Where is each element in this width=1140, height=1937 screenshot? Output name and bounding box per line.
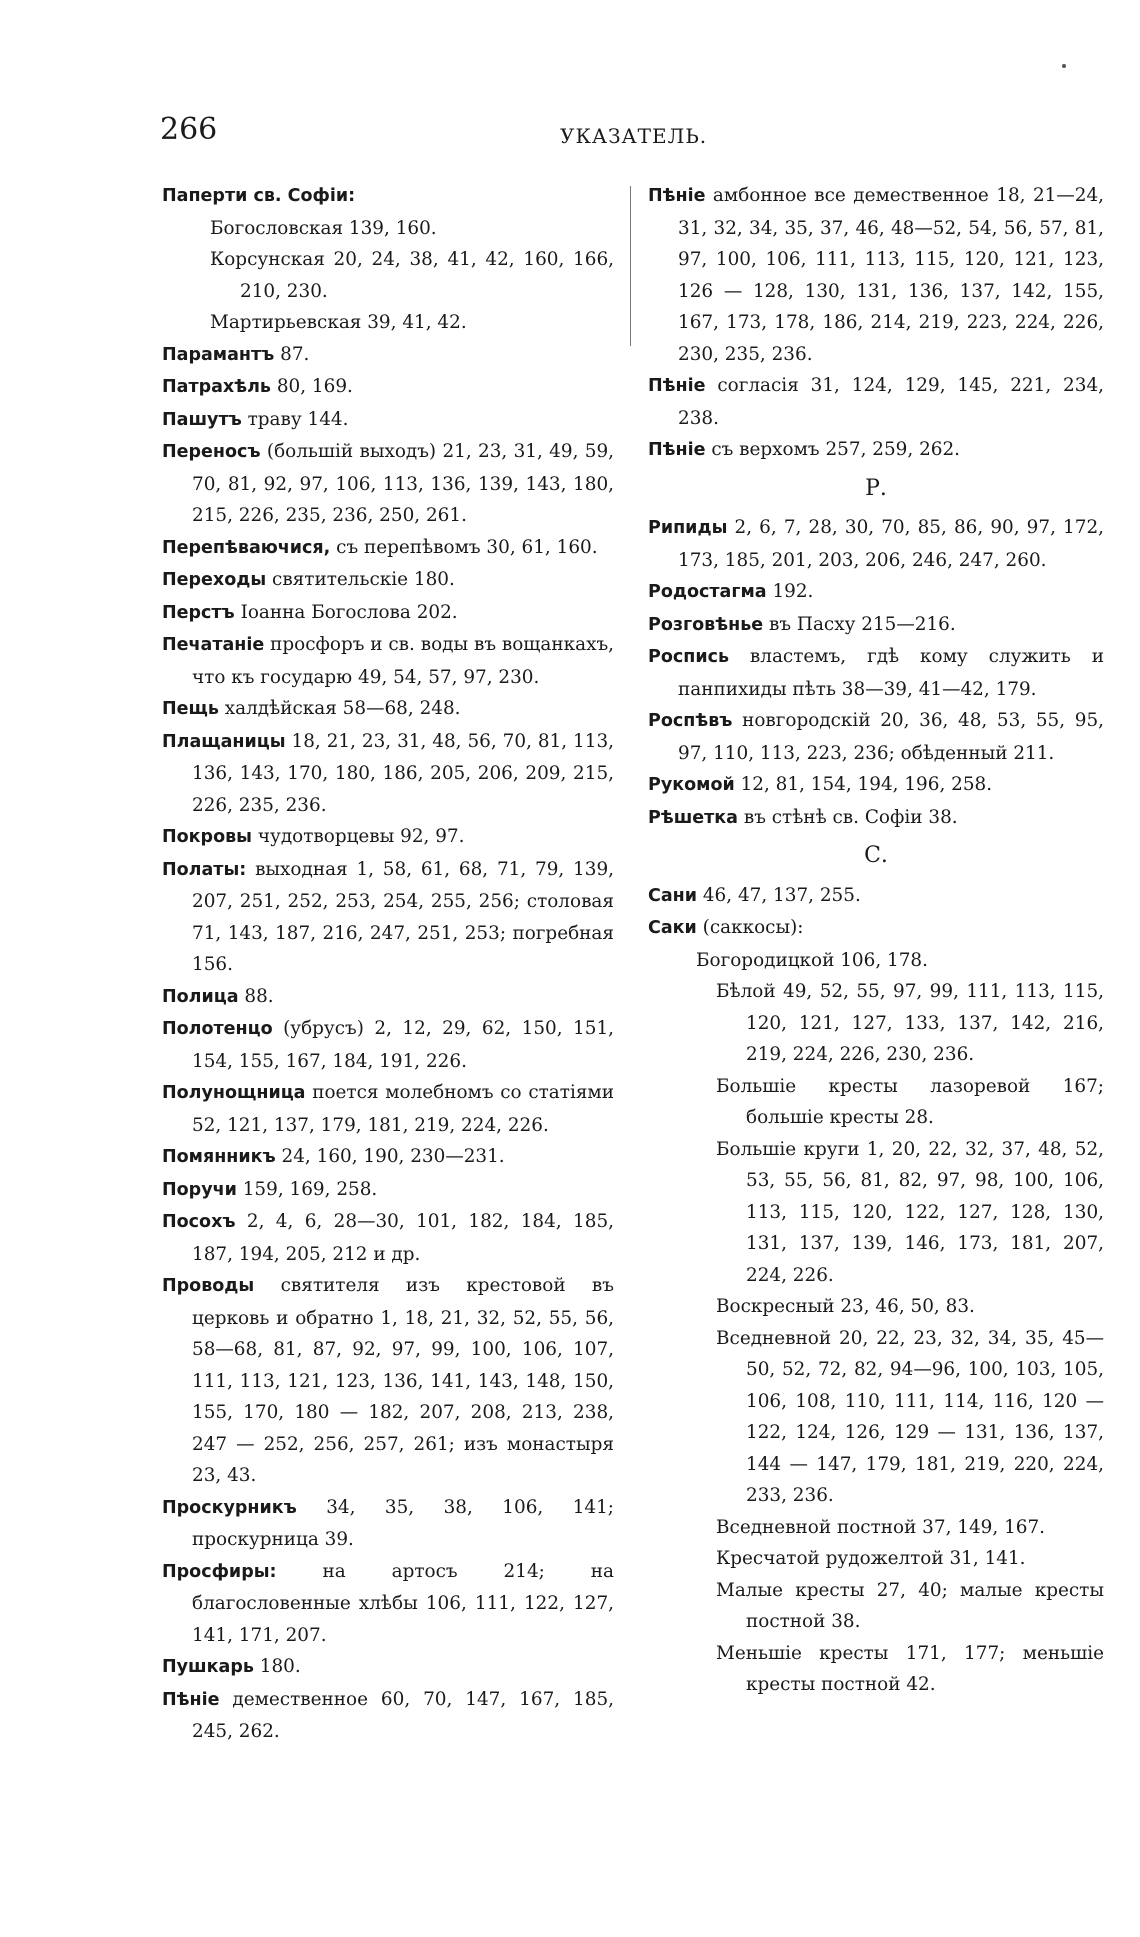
index-entry	[162, 404, 614, 437]
entry-headword: Пѣніе	[162, 1689, 220, 1710]
entry-headword: Переходы	[162, 570, 267, 590]
entry-references: (саккосы):	[696, 917, 804, 938]
entry-references: халдѣйская 58—68, 248.	[218, 698, 461, 719]
index-entry	[162, 981, 614, 1014]
entry-references: выходная 1, 58, 61, 68, 71, 79, 139, 207, 251, 252, 253, 254, 255, 256; столовая 71, 143, 187, 216, 247, 251, 253; погребная 156.	[192, 858, 614, 975]
page-number: 266	[160, 112, 218, 147]
entry-references: съ перепѣвомъ 30, 61, 160.	[330, 536, 598, 558]
index-entry	[162, 1270, 614, 1492]
entry-references: Меньшіе кресты 171, 177; меньшіе кресты постной 42.	[716, 1642, 1104, 1695]
index-entry	[648, 512, 1104, 576]
index-entry	[162, 1013, 614, 1077]
entry-references: Кресчатой рудожелтой 31, 141.	[716, 1548, 1026, 1569]
index-subentry	[648, 1134, 1104, 1292]
right-column	[648, 180, 1104, 1701]
entry-headword: Просфиры:	[162, 1561, 277, 1582]
index-entry	[648, 434, 1104, 467]
entry-headword: Поручи	[162, 1179, 237, 1200]
index-entry	[648, 912, 1104, 945]
index-entry	[162, 532, 614, 565]
entry-headword: Розговѣнье	[648, 614, 764, 635]
entry-references: чудотворцевы 92, 97.	[252, 826, 465, 847]
index-entry	[648, 641, 1104, 705]
entry-references: 192.	[766, 581, 814, 602]
entry-references: на артосъ 214; на благословенные хлѣбы 106, 111, 122, 127, 141, 171, 207.	[192, 1560, 614, 1646]
entry-references: 180.	[253, 1656, 301, 1677]
entry-headword: Пѣніе	[648, 440, 706, 460]
entry-headword: Посохъ	[162, 1212, 236, 1232]
print-speck	[1062, 64, 1066, 68]
running-head: УКАЗАТЕЛЬ.	[560, 124, 708, 148]
entry-headword: Паперти св. Софіи:	[162, 186, 356, 206]
entry-references: (большій выходъ) 21, 23, 31, 49, 59, 70, 81, 92, 97, 106, 113, 136, 139, 143, 180, 215, 226, 235, 236, 250, 261.	[192, 441, 614, 526]
index-entry	[162, 1141, 614, 1174]
entry-references: 18, 21, 23, 31, 48, 56, 70, 81, 113, 136, 143, 170, 180, 186, 205, 206, 209, 215, 226, 235, 236.	[192, 730, 614, 816]
entry-headword: Помянникъ	[162, 1147, 276, 1167]
column-divider	[630, 186, 631, 346]
index-entry	[162, 693, 614, 726]
index-entry	[648, 769, 1104, 802]
entry-references: Богородицкой 106, 178.	[696, 949, 928, 971]
entry-references: 87.	[274, 343, 310, 365]
entry-references: траву 144.	[241, 408, 349, 430]
entry-headword: Парамантъ	[162, 344, 275, 365]
section-letter: С.	[864, 843, 888, 868]
entry-references: святителя изъ крестовой въ церковь и обратно 1, 18, 21, 32, 52, 55, 56, 58—68, 81, 87, 92, 97, 99, 100, 106, 107, 111, 113, 121, 123, 136, 141, 143, 148, 150, 155, 170, 180 — 182, 207, 208, 213, 238, 247 — 252, 256, 257, 261; изъ монастыря 23, 43.	[192, 1275, 614, 1486]
entry-headword: Сани	[648, 885, 698, 906]
entry-headword: Роспѣвъ	[648, 711, 733, 731]
index-entry	[648, 802, 1104, 835]
section-letter: Р.	[865, 475, 887, 501]
entry-references: въ стѣнѣ св. Софіи 38.	[738, 806, 958, 828]
index-entry	[648, 705, 1104, 769]
entry-references: поется молебномъ со статіями 52, 121, 137, 179, 181, 219, 224, 226.	[192, 1082, 614, 1136]
index-subentry	[648, 976, 1104, 1071]
entry-references: властемъ, гдѣ кому служить и панпихиды пѣть 38—39, 41—42, 179.	[678, 646, 1104, 700]
entry-references: Малые кресты 27, 40; малые кресты постной 38.	[716, 1579, 1104, 1632]
index-entry	[162, 597, 614, 630]
entry-references: святительскіе 180.	[266, 569, 455, 590]
entry-headword: Пушкарь	[162, 1657, 254, 1677]
entry-references: Вседневной 20, 22, 23, 32, 34, 35, 45—50, 52, 72, 82, 94—96, 100, 103, 105, 106, 108, 110, 111, 114, 116, 120 — 122, 124, 126, 129 — 131, 136, 137, 144 — 147, 179, 181, 219, 220, 224, 233, 236.	[716, 1327, 1104, 1506]
entry-headword: Саки	[648, 918, 697, 938]
entry-headword: Переносъ	[162, 442, 261, 462]
entry-headword: Полунощница	[162, 1083, 306, 1103]
entry-headword: Пещь	[162, 699, 219, 719]
left-column	[162, 180, 614, 1748]
entry-headword: Роспись	[648, 647, 730, 667]
entry-references: Большіе кресты лазоревой 167; большіе кресты 28.	[716, 1075, 1104, 1128]
entry-references: 2, 4, 6, 28—30, 101, 182, 184, 185, 187, 194, 205, 212 и др.	[192, 1211, 614, 1265]
entry-headword: Полотенцо	[162, 1019, 273, 1039]
index-entry	[162, 1077, 614, 1141]
entry-references: Іоанна Богослова 202.	[234, 601, 458, 623]
index-entry	[648, 180, 1104, 370]
entry-references: въ Пасху 215—216.	[763, 613, 956, 635]
index-entry	[162, 339, 614, 372]
index-entry	[162, 629, 614, 693]
entry-headword: Рѣшетка	[648, 807, 738, 828]
entry-references: 12, 81, 154, 194, 196, 258.	[734, 774, 993, 795]
entry-headword: Пашутъ	[162, 409, 242, 430]
entry-references: (убрусъ) 2, 12, 29, 62, 150, 151, 154, 155, 167, 184, 191, 226.	[192, 1018, 614, 1072]
index-subentry	[648, 1543, 1104, 1575]
entry-references: съ верхомъ 257, 259, 262.	[705, 439, 961, 460]
entry-references: амбонное все демественное 18, 21—24, 31, 32, 34, 35, 37, 46, 48—52, 54, 56, 57, 81, 97, 100, 106, 111, 113, 115, 120, 121, 123, 126 — 128, 130, 131, 136, 137, 142, 155, 167, 173, 178, 186, 214, 219, 223, 224, 226, 230, 235, 236.	[678, 185, 1104, 365]
entry-references: Богословская 139, 160.	[210, 217, 437, 239]
entry-headword: Пѣніе	[648, 376, 706, 396]
index-subentry	[162, 244, 614, 307]
index-subentry	[648, 1575, 1104, 1638]
entry-headword: Патрахѣль	[162, 377, 271, 397]
index-entry	[648, 370, 1104, 434]
index-subentry	[162, 213, 614, 245]
index-entry	[162, 1651, 614, 1684]
entry-headword: Рипиды	[648, 518, 728, 538]
entry-headword: Перепѣваючися,	[162, 537, 331, 558]
entry-headword: Рукомой	[648, 775, 735, 795]
entry-headword: Полаты:	[162, 859, 247, 880]
entry-headword: Проводы	[162, 1276, 255, 1296]
index-entry	[162, 436, 614, 532]
entry-references: Корсунская 20, 24, 38, 41, 42, 160, 166, 210, 230.	[210, 249, 614, 302]
entry-references: согласія 31, 124, 129, 145, 221, 234, 238.	[678, 375, 1104, 429]
index-subentry	[648, 1512, 1104, 1544]
index-entry	[162, 1174, 614, 1207]
entry-references: Мартирьевская 39, 41, 42.	[210, 312, 467, 333]
entry-references: 34, 35, 38, 106, 141; проскурница 39.	[192, 1496, 614, 1550]
entry-headword: Полица	[162, 986, 239, 1007]
index-entry	[162, 180, 614, 213]
entry-references: 2, 6, 7, 28, 30, 70, 85, 86, 90, 97, 172, 173, 185, 201, 203, 206, 246, 247, 260.	[678, 517, 1104, 571]
index-subentry	[648, 1071, 1104, 1134]
index-subentry	[648, 1291, 1104, 1323]
index-entry	[162, 821, 614, 854]
entry-references: демественное 60, 70, 147, 167, 185, 245, 262.	[192, 1688, 614, 1742]
entry-headword: Перстъ	[162, 602, 235, 623]
index-entry	[648, 880, 1104, 913]
entry-references: Большіе круги 1, 20, 22, 32, 37, 48, 52, 53, 55, 56, 81, 82, 97, 98, 100, 106, 113, 115, 120, 122, 127, 128, 130, 131, 137, 139, 146, 173, 181, 207, 224, 226.	[716, 1138, 1104, 1286]
index-entry	[648, 609, 1104, 642]
entry-headword: Печатаніе	[162, 635, 265, 655]
entry-headword: Пѣніе	[648, 186, 706, 206]
index-entry	[162, 371, 614, 404]
index-entry	[162, 726, 614, 822]
index-entry	[162, 564, 614, 597]
entry-references: 24, 160, 190, 230—231.	[275, 1146, 505, 1167]
entry-headword: Покровы	[162, 827, 252, 847]
entry-references: Бѣлой 49, 52, 55, 97, 99, 111, 113, 115, 120, 121, 127, 133, 137, 142, 216, 219, 224, 226, 230, 236.	[716, 981, 1104, 1065]
index-subentry	[648, 945, 1104, 977]
entry-references: 88.	[238, 985, 274, 1007]
entry-references: новгородскій 20, 36, 48, 53, 55, 95, 97, 110, 113, 223, 236; обѣденный 211.	[678, 710, 1104, 764]
index-entry	[162, 854, 614, 981]
index-entry	[162, 1206, 614, 1270]
entry-references: 46, 47, 137, 255.	[697, 884, 861, 906]
index-subentry	[162, 307, 614, 339]
entry-headword: Проскурникъ	[162, 1497, 297, 1518]
index-subentry	[648, 1323, 1104, 1512]
entry-references: Вседневной постной 37, 149, 167.	[716, 1516, 1046, 1538]
entry-references: просфоръ и св. воды въ вощанкахъ, что къ государю 49, 54, 57, 97, 230.	[192, 634, 614, 688]
entry-headword: Плащаницы	[162, 731, 286, 752]
entry-references: 80, 169.	[270, 376, 353, 397]
index-entry	[162, 1684, 614, 1748]
index-entry	[162, 1492, 614, 1556]
entry-headword: Родостагма	[648, 582, 767, 602]
index-subentry	[648, 1638, 1104, 1701]
entry-references: Воскресный 23, 46, 50, 83.	[716, 1296, 975, 1317]
index-entry	[648, 576, 1104, 609]
entry-references: 159, 169, 258.	[236, 1178, 378, 1200]
index-entry	[162, 1556, 614, 1652]
